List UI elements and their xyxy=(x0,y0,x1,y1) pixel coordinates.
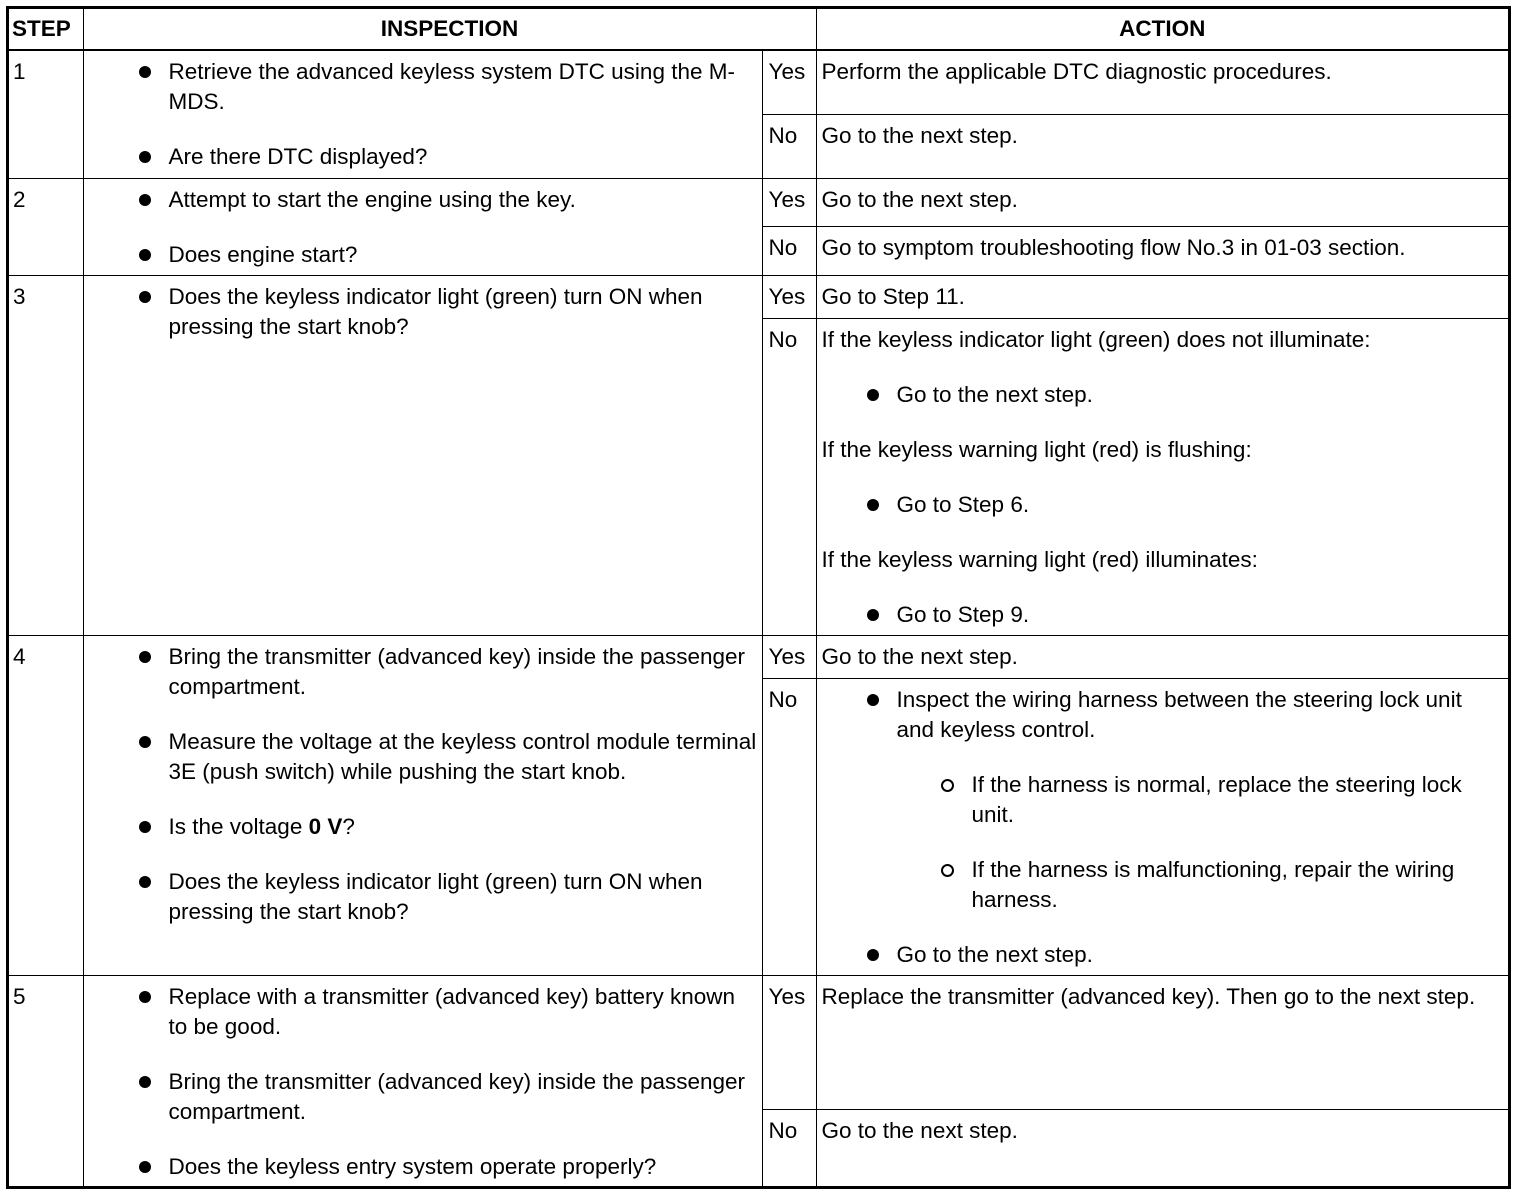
yes-label: Yes xyxy=(762,275,816,318)
action-list xyxy=(822,380,1504,410)
voltage-value: 0 V xyxy=(308,813,343,839)
inspection-list xyxy=(89,642,757,927)
step-number: 2 xyxy=(9,178,83,275)
action-list xyxy=(822,600,1504,630)
table-row-step-3-yes xyxy=(9,275,1508,318)
action-list xyxy=(822,685,1504,970)
action-no xyxy=(816,678,1508,975)
inspection-item: Replace with a transmitter (advanced key) battery known to be good. xyxy=(169,982,757,1042)
table-row-step-2-yes xyxy=(9,178,1508,226)
action-no: Go to symptom troubleshooting flow No.3 in 01-03 section. xyxy=(816,226,1508,275)
inspection-text: ? xyxy=(342,813,355,839)
diagnostic-table-frame xyxy=(6,6,1511,1189)
inspection-item: Does engine start? xyxy=(169,240,757,270)
diagnostic-procedure-table xyxy=(9,9,1508,1187)
action-yes: Go to the next step. xyxy=(816,178,1508,226)
step-number: 3 xyxy=(9,275,83,635)
no-label: No xyxy=(762,114,816,178)
inspection-list xyxy=(89,57,757,172)
inspection-cell xyxy=(83,50,762,178)
step-number: 5 xyxy=(9,975,83,1186)
action-sublist xyxy=(897,770,1504,915)
table-row-step-5-yes xyxy=(9,975,1508,1110)
inspection-cell xyxy=(83,975,762,1186)
header-row xyxy=(9,9,1508,50)
inspection-list xyxy=(89,982,757,1182)
header-action: ACTION xyxy=(816,9,1508,50)
action-yes: Go to the next step. xyxy=(816,635,1508,678)
yes-label: Yes xyxy=(762,975,816,1110)
yes-label: Yes xyxy=(762,178,816,226)
yes-label: Yes xyxy=(762,635,816,678)
action-list xyxy=(822,490,1504,520)
step-number: 4 xyxy=(9,635,83,975)
inspection-item: Bring the transmitter (advanced key) inside the passenger compartment. xyxy=(169,1067,757,1127)
inspection-item xyxy=(169,812,757,842)
no-label: No xyxy=(762,1110,816,1186)
action-yes: Replace the transmitter (advanced key). Then go to the next step. xyxy=(816,975,1508,1110)
condition-text: If the keyless warning light (red) illuminates: xyxy=(821,546,1258,572)
inspection-item: Attempt to start the engine using the key. xyxy=(169,185,757,215)
action-yes: Perform the applicable DTC diagnostic procedures. xyxy=(816,50,1508,114)
table-row-step-1-yes xyxy=(9,50,1508,114)
action-subitem: If the harness is normal, replace the steering lock unit. xyxy=(972,770,1504,830)
inspection-cell xyxy=(83,275,762,635)
inspection-item: Does the keyless entry system operate properly? xyxy=(169,1152,757,1182)
inspection-item: Measure the voltage at the keyless control module terminal 3E (push switch) while pushing the start knob. xyxy=(169,727,757,787)
action-yes: Go to Step 11. xyxy=(816,275,1508,318)
header-step: STEP xyxy=(9,9,83,50)
inspection-item: Bring the transmitter (advanced key) inside the passenger compartment. xyxy=(169,642,757,702)
action-no: Go to the next step. xyxy=(816,114,1508,178)
action-text: Inspect the wiring harness between the steering lock unit and keyless control. xyxy=(896,686,1462,742)
action-subitem: If the harness is malfunctioning, repair the wiring harness. xyxy=(972,855,1504,915)
action-item xyxy=(897,685,1504,915)
action-item: Go to Step 6. xyxy=(897,490,1504,520)
inspection-item: Are there DTC displayed? xyxy=(169,142,757,172)
yes-label: Yes xyxy=(762,50,816,114)
action-item: Go to the next step. xyxy=(897,380,1504,410)
no-label: No xyxy=(762,678,816,975)
inspection-list xyxy=(89,185,757,270)
inspection-item: Retrieve the advanced keyless system DTC using the M-MDS. xyxy=(169,57,757,117)
step-number: 1 xyxy=(9,50,83,178)
header-inspection: INSPECTION xyxy=(83,9,816,50)
inspection-text: Is the voltage xyxy=(168,813,309,839)
table-row-step-4-yes xyxy=(9,635,1508,678)
inspection-cell xyxy=(83,635,762,975)
no-label: No xyxy=(762,318,816,635)
condition-text: If the keyless warning light (red) is flushing: xyxy=(821,436,1252,462)
action-no xyxy=(816,318,1508,635)
action-no: Go to the next step. xyxy=(816,1110,1508,1186)
no-label: No xyxy=(762,226,816,275)
inspection-cell xyxy=(83,178,762,275)
inspection-list xyxy=(89,282,757,342)
action-item: Go to Step 9. xyxy=(897,600,1504,630)
condition-text: If the keyless indicator light (green) does not illuminate: xyxy=(821,326,1371,352)
action-item: Go to the next step. xyxy=(897,940,1504,970)
inspection-item: Does the keyless indicator light (green) turn ON when pressing the start knob? xyxy=(169,867,757,927)
inspection-item: Does the keyless indicator light (green) turn ON when pressing the start knob? xyxy=(169,282,757,342)
